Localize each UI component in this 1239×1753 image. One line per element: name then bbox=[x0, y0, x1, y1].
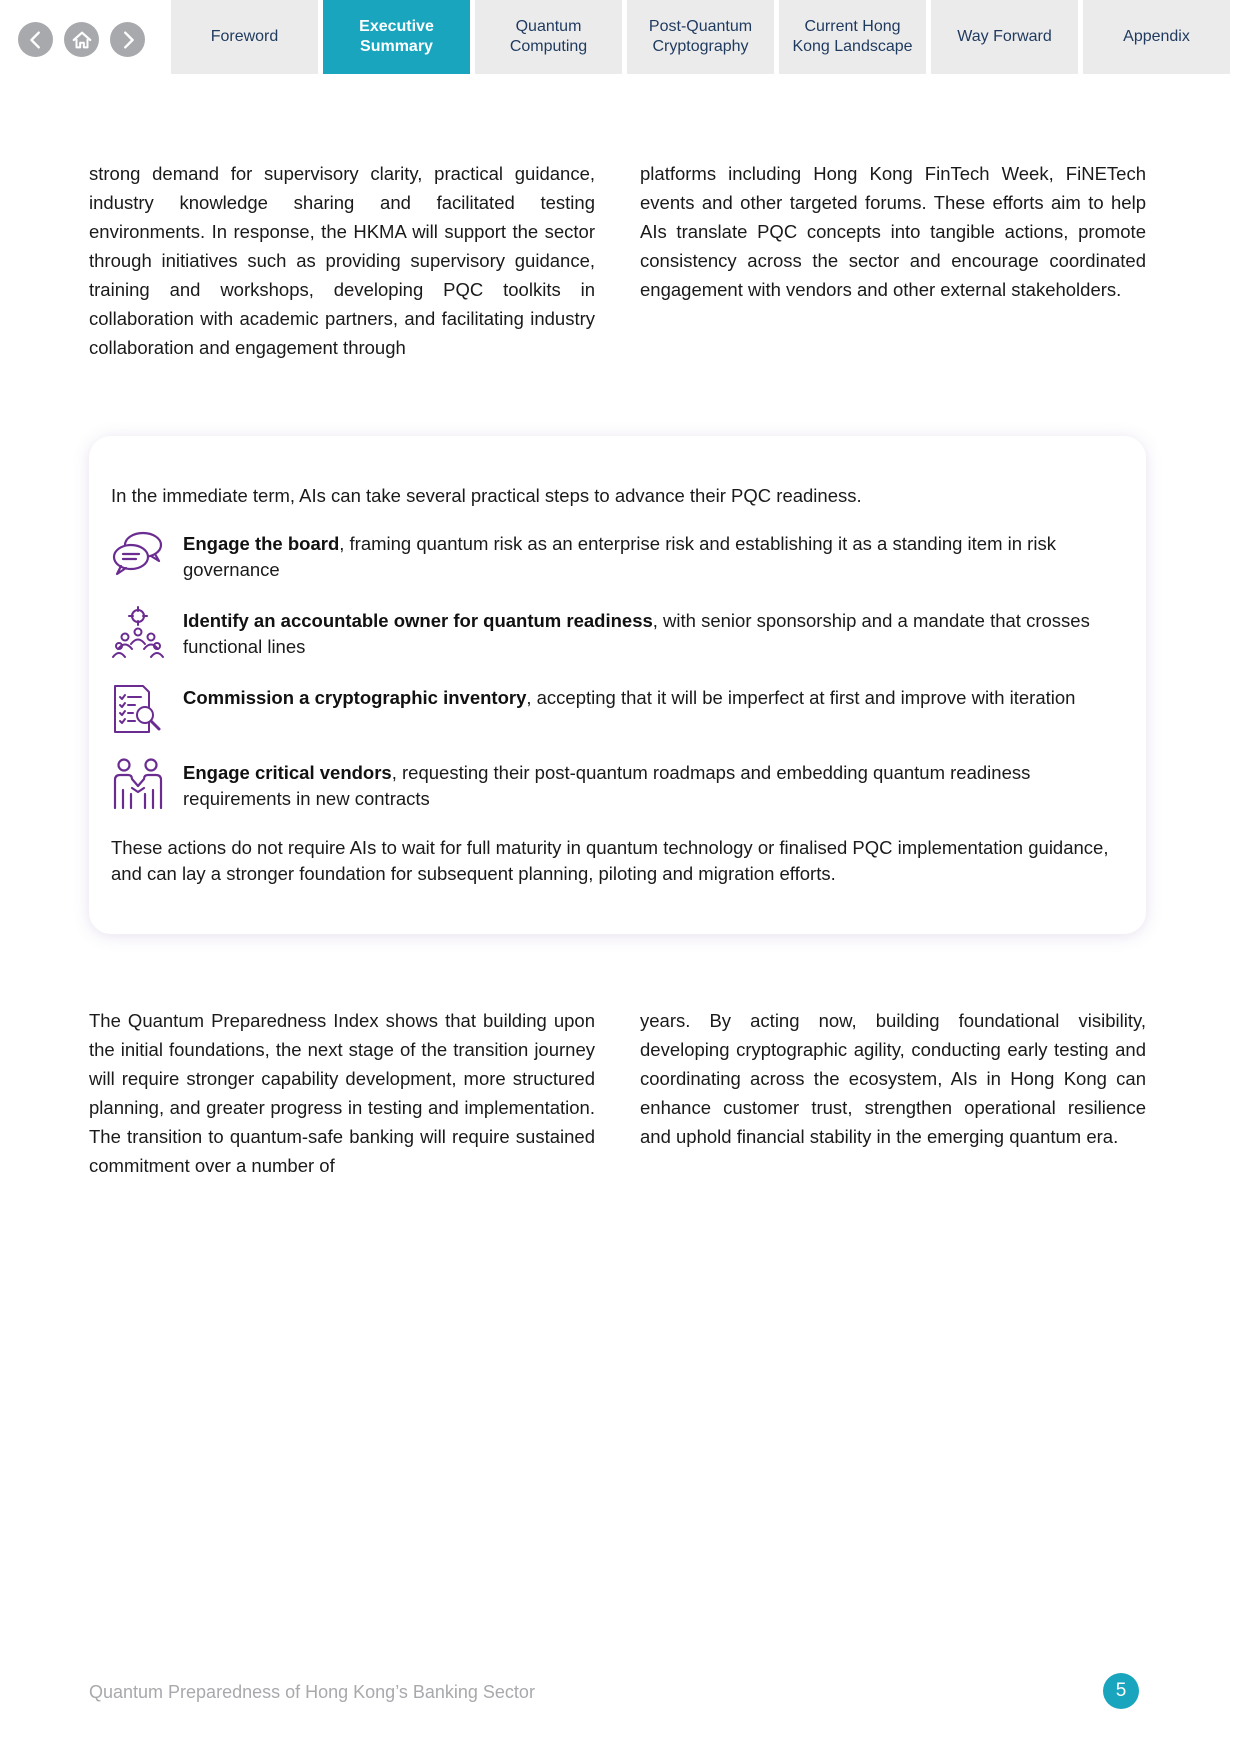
back-button[interactable] bbox=[18, 22, 53, 57]
action-description: , accepting that it will be imperfect at first and improve with iteration bbox=[526, 687, 1076, 708]
action-title: Engage the board bbox=[183, 533, 340, 554]
action-title: Identify an accountable owner for quantum readiness bbox=[183, 610, 653, 631]
section-tabs bbox=[171, 0, 1230, 74]
practical-steps-card bbox=[89, 436, 1146, 934]
tab-appendix[interactable]: Appendix bbox=[1083, 0, 1230, 74]
action-description: , with senior sponsorship and a mandate that crosses functional lines bbox=[183, 610, 1090, 657]
bottom-left-paragraph: The Quantum Preparedness Index shows that building upon the initial foundations, the next stage of the transition journey will require stronger capability development, more structured planning, and greater progress in testing and implementation. The transition to quantum-safe banking will require sustained commitment over a number of bbox=[89, 1010, 595, 1176]
tab-quantum-computing[interactable]: Quantum Computing bbox=[475, 0, 622, 74]
tab-executive-summary[interactable]: Executive Summary bbox=[323, 0, 470, 74]
action-item bbox=[111, 685, 1124, 735]
nav-buttons bbox=[18, 22, 145, 57]
top-text-section bbox=[89, 159, 1146, 362]
top-right-paragraph: platforms including Hong Kong FinTech Week, FiNETech events and other targeted forums. These efforts aim to help AIs translate PQC concepts into tangible actions, promote consistency across the sector and encourage coordinated engagement with vendors and other external stakeholders. bbox=[640, 163, 1146, 300]
action-item bbox=[111, 760, 1124, 812]
action-title: Engage critical vendors bbox=[183, 762, 392, 783]
chat-bubbles-icon bbox=[111, 529, 167, 581]
chevron-left-icon bbox=[25, 29, 47, 51]
top-left-paragraph: strong demand for supervisory clarity, practical guidance, industry knowledge sharing and facilitated testing environments. In response, the HKMA will support the sector through initiatives such as providing supervisory guidance, training and workshops, developing PQC toolkits in collaboration with academic partners, and facilitating industry collaboration and engagement through bbox=[89, 163, 595, 358]
card-intro: In the immediate term, AIs can take several practical steps to advance their PQC readiness. bbox=[111, 485, 862, 506]
home-button[interactable] bbox=[64, 22, 99, 57]
tab-post-quantum-cryptography[interactable]: Post-Quantum Cryptography bbox=[627, 0, 774, 74]
checklist-search-icon bbox=[111, 683, 167, 735]
bottom-text-section bbox=[89, 1006, 1146, 1180]
home-icon bbox=[71, 29, 93, 51]
handshake-people-icon bbox=[111, 758, 167, 810]
action-item bbox=[111, 531, 1124, 583]
page-number: 5 bbox=[1103, 1673, 1139, 1709]
tab-current-hong-kong-landscape[interactable]: Current Hong Kong Landscape bbox=[779, 0, 926, 74]
action-list bbox=[111, 531, 1124, 812]
team-target-icon bbox=[111, 606, 167, 658]
tab-foreword[interactable]: Foreword bbox=[171, 0, 318, 74]
tab-way-forward[interactable]: Way Forward bbox=[931, 0, 1078, 74]
action-title: Commission a cryptographic inventory bbox=[183, 687, 527, 708]
card-outro: These actions do not require AIs to wait for full maturity in quantum technology or finalised PQC implementation guidance, and can lay a stronger foundation for subsequent planning, piloting and migration efforts. bbox=[111, 837, 1109, 884]
action-item bbox=[111, 608, 1124, 660]
forward-button[interactable] bbox=[110, 22, 145, 57]
footer-title: Quantum Preparedness of Hong Kong’s Banking Sector bbox=[89, 1682, 535, 1702]
bottom-right-paragraph: years. By acting now, building foundational visibility, developing cryptographic agility, conducting early testing and coordinating across the ecosystem, AIs in Hong Kong can enhance customer trust, strengthen operational resilience and uphold financial stability in the emerging quantum era. bbox=[640, 1010, 1146, 1147]
action-description: , framing quantum risk as an enterprise risk and establishing it as a standing item in risk governance bbox=[183, 533, 1056, 580]
action-description: , requesting their post-quantum roadmaps and embedding quantum readiness requirements in new contracts bbox=[183, 762, 1031, 809]
chevron-right-icon bbox=[117, 29, 139, 51]
